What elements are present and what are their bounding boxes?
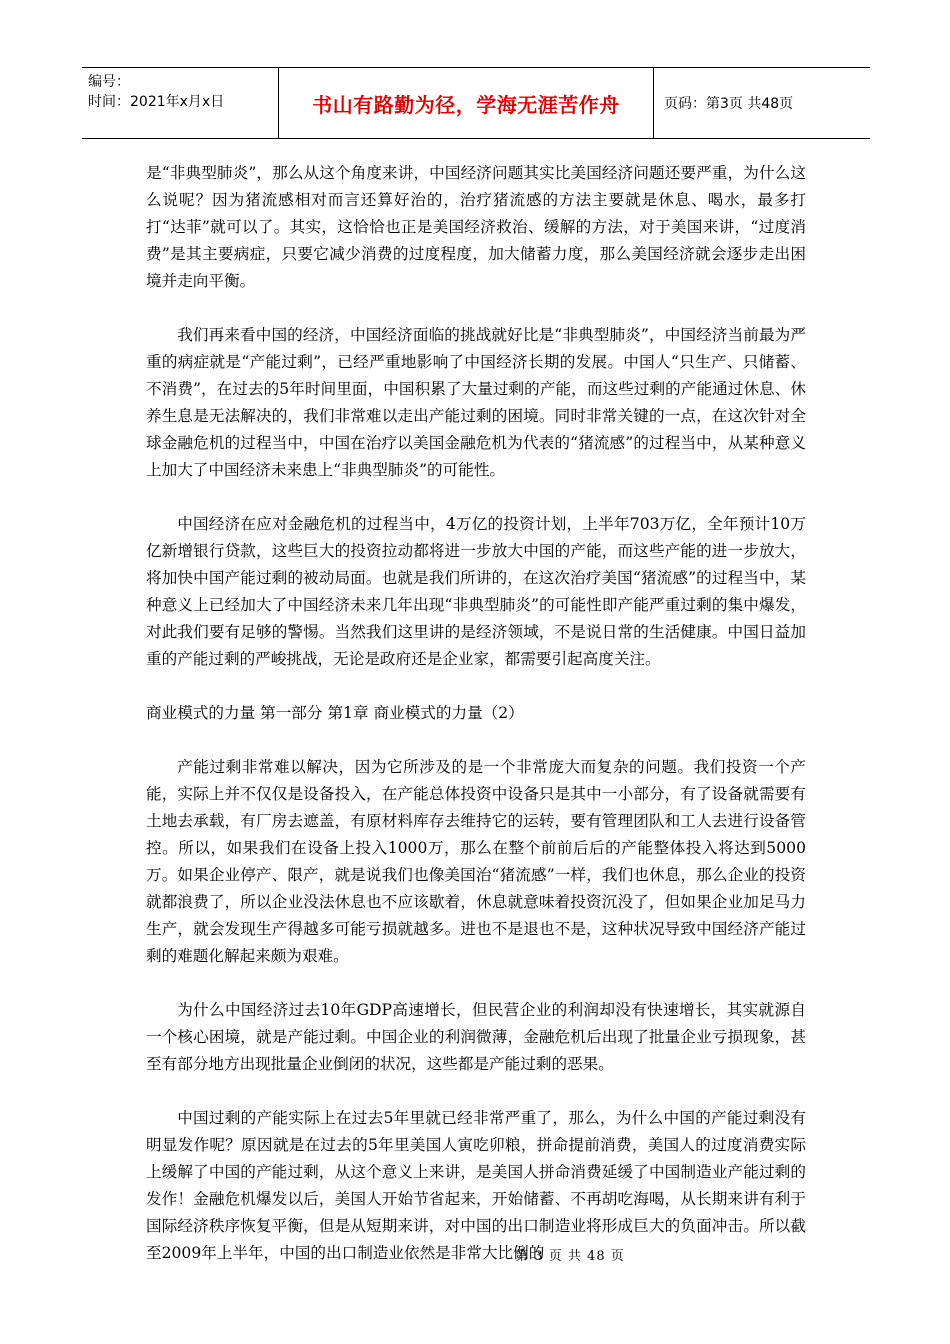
- document-time-label: 时间：2021年x月x日: [88, 94, 225, 110]
- paragraph: 为什么中国经济过去10年GDP高速增长，但民营企业的利润却没有快速增长，其实就源自一个核心困境，就是产能过剩。中国企业的利润微薄，金融危机后出现了批量企业亏损现象，甚至有部分地方出现批量企业倒闭的状况，这些都是产能过剩的恶果。: [146, 1001, 806, 1073]
- paragraph: 中国过剩的产能实际上在过去5年里就已经非常严重了，那么，为什么中国的产能过剩没有明显发作呢？原因就是在过去的5年里美国人寅吃卯粮，拼命提前消费，美国人的过度消费实际上缓解了中国的产能过剩，从这个意义上来讲，是美国人拼命消费延缓了中国制造业产能过剩的发作！金融危机爆发以后，美国人开始节省起来，开始储蓄、不再胡吃海喝，从长期来讲有利于国际经济秩序恢复平衡，但是从短期来讲，对中国的出口制造业将形成巨大的负面冲击。所以截至2009年上半年，中国的出口制造业依然是非常大比例的: [146, 1109, 806, 1262]
- page-header: [82, 67, 870, 139]
- document-body: [146, 160, 806, 1294]
- header-page-info: 页码：第3页 共48页: [664, 96, 794, 112]
- header-page-info-cell: [654, 68, 870, 138]
- paragraph: 中国经济在应对金融危机的过程当中，4万亿的投资计划，上半年703万亿，全年预计10万亿新增银行贷款，这些巨大的投资拉动都将进一步放大中国的产能，而这些产能的进一步放大，将加快中国产能过剩的被动局面。也就是我们所讲的，在这次治疗美国“猪流感”的过程当中，某种意义上已经加大了中国经济未来几年出现“非典型肺炎”的可能性即产能严重过剩的集中爆发，对此我们要有足够的警惕。当然我们这里讲的是经济领域，不是说日常的生活健康。中国日益加重的产能过剩的严峻挑战，无论是政府还是企业家，都需要引起高度关注。: [146, 515, 806, 668]
- header-motto-cell: [278, 68, 654, 138]
- paragraph: 我们再来看中国的经济，中国经济面临的挑战就好比是“非典型肺炎”，中国经济当前最为严重的病症就是“产能过剩”，已经严重地影响了中国经济长期的发展。中国人“只生产、只储蓄、不消费”，在过去的5年时间里面，中国积累了大量过剩的产能，而这些过剩的产能通过休息、休养生息是无法解决的，我们非常难以走出产能过剩的困境。同时非常关键的一点，在这次针对全球金融危机的过程当中，中国在治疗以美国金融危机为代表的“猪流感”的过程当中，从某种意义上加大了中国经济未来患上“非典型肺炎”的可能性。: [146, 326, 806, 479]
- page-footer: 第 3 页 共 48 页: [515, 1249, 625, 1264]
- paragraph: 是“非典型肺炎”，那么从这个角度来讲，中国经济问题其实比美国经济问题还要严重，为什么这么说呢？因为猪流感相对而言还算好治的，治疗猪流感的方法主要就是休息、喝水，最多打打“达菲”就可以了。其实，这恰恰也正是美国经济救治、缓解的方法，对于美国来讲，“过度消费”是其主要病症，只要它减少消费的过度程度，加大储蓄力度，那么美国经济就会逐步走出困境并走向平衡。: [146, 164, 806, 290]
- header-meta: [82, 68, 278, 138]
- header-motto: 书山有路勤为径，学海无涯苦作舟: [312, 92, 620, 117]
- document-number-label: 编号：: [88, 74, 130, 90]
- paragraph: 产能过剩非常难以解决，因为它所涉及的是一个非常庞大而复杂的问题。我们投资一个产能，实际上并不仅仅是设备投入，在产能总体投资中设备只是其中一小部分，有了设备就需要有土地去承载，有厂房去遮盖，有原材料库存去维持它的运转，要有管理团队和工人去进行设备管控。所以，如果我们在设备上投入1000万，那么在整个前前后后的产能整体投入将达到5000万。如果企业停产、限产，就是说我们也像美国治“猪流感”一样，我们也休息，那么企业的投资就都浪费了，所以企业没法休息也不应该歇着，休息就意味着投资沉没了，但如果企业加足马力生产，就会发现生产得越多可能亏损就越多。进也不是退也不是，这种状况导致中国经济产能过剩的难题化解起来颇为艰难。: [146, 758, 806, 965]
- section-title: 商业模式的力量 第一部分 第1章 商业模式的力量（2）: [146, 704, 524, 722]
